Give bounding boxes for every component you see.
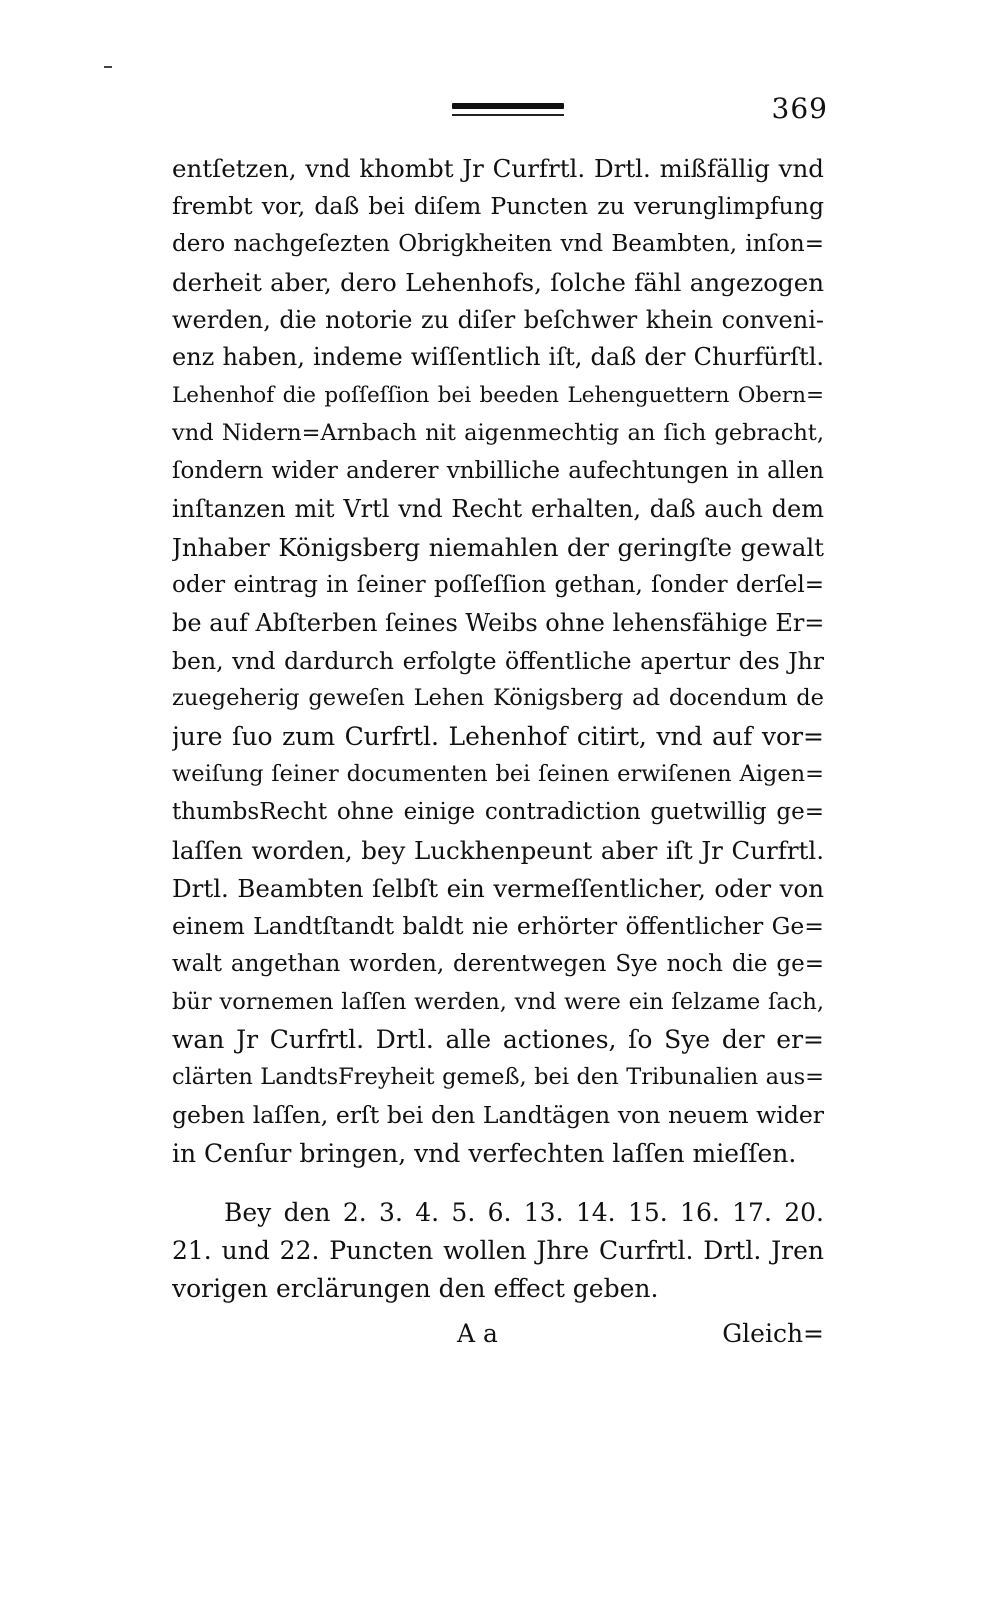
text-line: geben laſſen, erſt bei den Landtägen von neuem wider: [172, 1101, 824, 1130]
text-line: bür vornemen laſſen werden, vnd were ein ſelzame ſach,: [172, 988, 824, 1015]
text-line: in Cenſur bringen, vnd verfechten laſſen mieſſen.: [172, 1139, 797, 1169]
scan-corner-mark: [104, 66, 112, 68]
text-line: weiſung ſeiner documenten bei ſeinen erwiſenen Aigen=: [172, 761, 824, 788]
text-line: laſſen worden, bey Luckhenpeunt aber iſt Jr Curfrtl.: [172, 836, 824, 866]
text-line: wan Jr Curfrtl. Drtl. alle actiones, ſo Sye der er=: [172, 1025, 824, 1055]
text-line: clärten LandtsFreyheit gemeß, bei den Tribunalien aus=: [172, 1064, 824, 1091]
text-line: Drtl. Beambten ſelbſt ein vermeſſentlicher, oder von: [172, 873, 824, 903]
text-line: ſondern wider anderer vnbilliche aufechtungen in allen: [172, 458, 824, 485]
paragraph-1: [172, 150, 824, 1173]
page-number: 369: [771, 92, 828, 125]
text-line: jure ſuo zum Curfrtl. Lehenhof citirt, vnd auf vor=: [172, 722, 824, 752]
page-footer: [172, 1314, 824, 1354]
text-line: frembt vor, daß bei diſem Puncten zu verunglimpfung: [172, 191, 824, 220]
text-line: vorigen erclärungen den effect geben.: [172, 1273, 659, 1303]
text-line: enz haben, indeme wiſſentlich iſt, daß der Churfürſtl.: [172, 343, 824, 372]
text-line: inſtanzen mit Vrtl vnd Recht erhalten, daß auch dem: [172, 495, 824, 524]
text-line: derheit aber, dero Lehenhofs, ſolche fähl angezogen: [172, 267, 824, 297]
text-line: werden, die notorie zu diſer beſchwer khein conveni-: [172, 305, 824, 334]
text-line: walt angethan worden, derentwegen Sye noch die ge=: [172, 950, 824, 977]
text-line: dero nachgeſezten Obrigkheiten vnd Beambten, inſon=: [172, 230, 824, 257]
text-line: 21. und 22. Puncten wollen Jhre Curfrtl. Drtl. Jren: [172, 1235, 824, 1265]
text-line: ben, vnd dardurch erfolgte öffentliche apertur des Jhr: [172, 646, 824, 675]
paragraph-2: [172, 1194, 824, 1308]
text-line: zuegeherig geweſen Lehen Königsberg ad docendum de: [172, 685, 824, 712]
text-line: vnd Nidern=Arnbach nit aigenmechtig an ſich gebracht,: [172, 420, 824, 447]
text-line: be auf Abſterben ſeines Weibs ohne lehensfähige Er=: [172, 608, 824, 637]
text-line: Bey den 2. 3. 4. 5. 6. 13. 14. 15. 16. 17. 20.: [224, 1198, 824, 1227]
header-ornament-rule: [452, 103, 564, 116]
text-line: Lehenhof die poſſeſſion bei beeden Lehenguettern Obern=: [172, 383, 824, 409]
text-line: einem Landtſtandt baldt nie erhörter öffentlicher Ge=: [172, 911, 824, 940]
catchword: Gleich=: [722, 1319, 824, 1348]
text-line: thumbsRecht ohne einige contradiction guetwillig ge=: [172, 799, 824, 826]
printer-signature-mark: A a: [457, 1319, 498, 1348]
text-line: entſetzen, vnd khombt Jr Curfrtl. Drtl. mißfällig vnd: [172, 154, 824, 183]
text-line: oder eintrag in ſeiner poſſeſſion gethan, ſonder derſel=: [172, 571, 824, 598]
text-line: Jnhaber Königsberg niemahlen der geringſte gewalt: [172, 532, 824, 562]
